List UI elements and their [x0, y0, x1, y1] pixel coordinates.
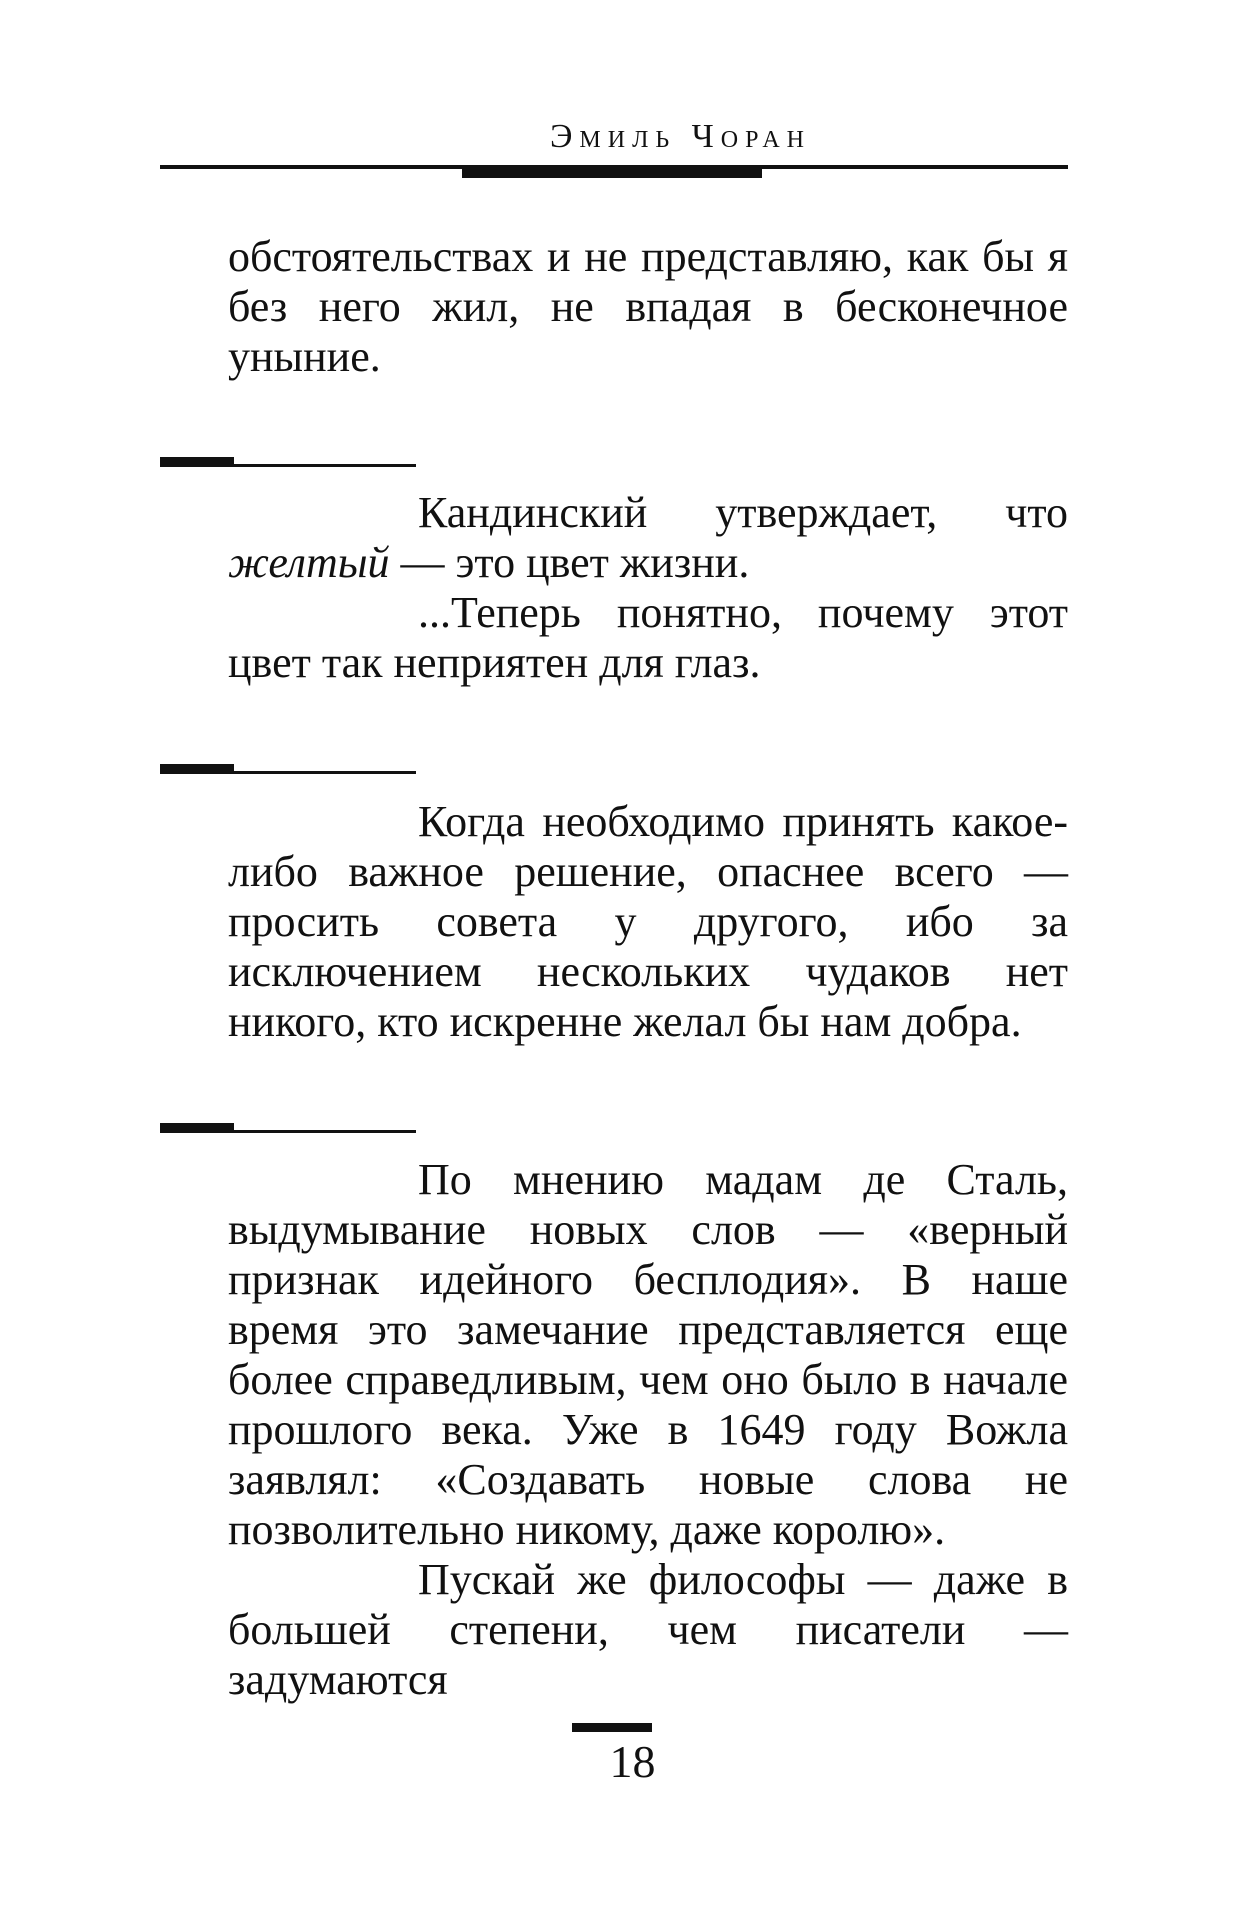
separator-mark — [160, 457, 234, 467]
section-separator — [160, 1121, 416, 1135]
paragraph: ...Теперь понятно, почему этот цвет так неприятен для глаз. — [228, 588, 1068, 687]
paragraph: Пускай же философы — даже в большей степени, чем писатели — задумаются — [228, 1555, 1068, 1704]
page-number-bar — [572, 1723, 652, 1732]
text-block-4 — [228, 1155, 1068, 1705]
text-block-3 — [228, 797, 1068, 1047]
text-run: Кандинский утверждает, что — [418, 488, 1068, 537]
paragraph: Когда необходимо принять какое-либо важное решение, опаснее всего — просить совета у другого, ибо за исключением нескольких чудаков нет никого, кто искренне желал бы нам добра. — [228, 797, 1068, 1046]
paragraph: обстоятельствах и не представляю, как бы я без него жил, не впадая в бесконечное уныние. — [228, 232, 1068, 381]
section-separator — [160, 455, 416, 469]
paragraph — [228, 488, 1068, 588]
text-run: — это цвет жизни. — [389, 538, 750, 587]
running-header: Эмиль Чоран — [549, 118, 812, 155]
separator-mark — [160, 764, 234, 774]
separator-mark — [160, 1123, 234, 1133]
section-separator — [160, 762, 416, 776]
header-rule-accent — [462, 169, 762, 178]
paragraph: По мнению мадам де Сталь, выдумывание новых слов — «верный признак идейного бесплодия». В наше время это замечание представляется еще более справедливым, чем оно было в начале прошлого века. Уже в 1649 году Вожла заявлял: «Создавать новые слова не позволительно никому, даже королю». — [228, 1155, 1068, 1554]
italic-word: желтый — [228, 538, 390, 587]
text-block-2 — [228, 488, 1068, 688]
text-block-1 — [228, 232, 1068, 382]
page-number: 18 — [609, 1736, 656, 1787]
